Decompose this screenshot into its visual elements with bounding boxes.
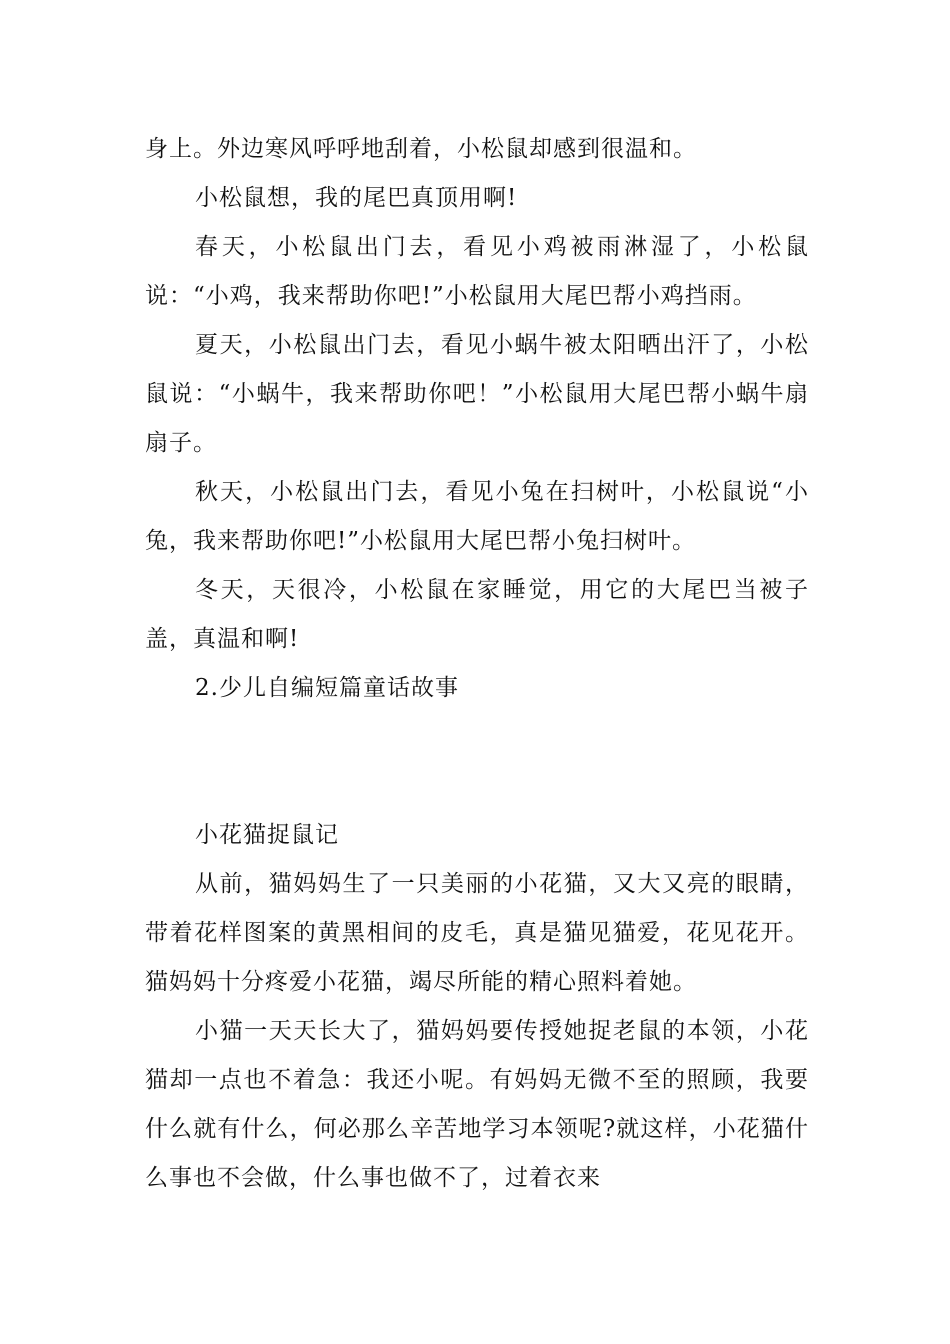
blank-space (145, 713, 809, 811)
paragraph: 秋天，小松鼠出门去，看见小兔在扫树叶，小松鼠说“小兔，我来帮助你吧!”小松鼠用大尾巴帮小兔扫树叶。 (145, 479, 809, 554)
document-body (145, 125, 809, 1203)
paragraph: 冬天，天很冷，小松鼠在家睡觉，用它的大尾巴当被子盖，真温和啊! (145, 577, 809, 652)
paragraph: 从前，猫妈妈生了一只美丽的小花猫，又大又亮的眼睛，带着花样图案的黄黑相间的皮毛，真是猫见猫爱，花见花开。猫妈妈十分疼爱小花猫，竭尽所能的精心照料着她。 (145, 871, 809, 995)
section-heading: 2.少儿自编短篇童话故事 (195, 675, 459, 701)
paragraph: 小松鼠想，我的尾巴真顶用啊! (195, 185, 518, 211)
paragraph: 夏天，小松鼠出门去，看见小蜗牛被太阳晒出汗了，小松鼠说：“小蜗牛，我来帮助你吧！”小松鼠用大尾巴帮小蜗牛扇扇子。 (145, 332, 809, 456)
paragraph-continued: 身上。外边寒风呼呼地刮着，小松鼠却感到很温和。 (145, 136, 697, 162)
paragraph: 春天，小松鼠出门去，看见小鸡被雨淋湿了，小松鼠说：“小鸡，我来帮助你吧!”小松鼠用大尾巴帮小鸡挡雨。 (145, 234, 809, 309)
story-title: 小花猫捉鼠记 (195, 822, 339, 848)
paragraph: 小猫一天天长大了，猫妈妈要传授她捉老鼠的本领，小花猫却一点也不着急：我还小呢。有妈妈无微不至的照顾，我要什么就有什么，何必那么辛苦地学习本领呢?就这样，小花猫什么事也不会做，什么事也做不了，过着衣来 (145, 1018, 809, 1191)
